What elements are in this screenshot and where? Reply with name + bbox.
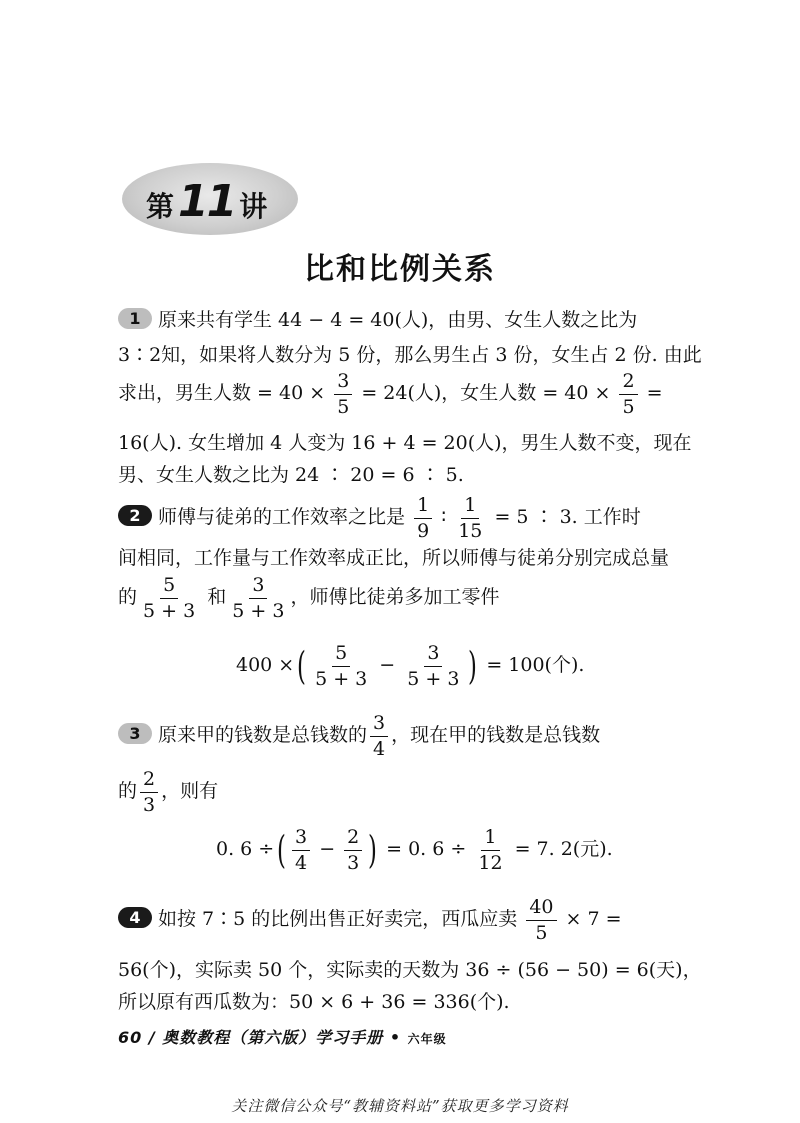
lecture-suffix: 讲 (239, 190, 268, 223)
fraction-denominator: 5 + 3 (407, 667, 460, 690)
eq-result: = 100(个). (486, 654, 585, 676)
problem1-fraction-1 (334, 371, 352, 418)
fraction-denominator: 3 (347, 851, 360, 874)
lecture-prefix: 第 (146, 190, 175, 223)
problem3-line1 (118, 712, 600, 759)
problem3-fraction-1 (370, 713, 388, 760)
problem1-line4: 16(人). 女生增加 4 人变为 16 + 4 = 20(人)，男生人数不变，现在 (118, 432, 692, 454)
problem2-colon: ∶ (441, 506, 447, 528)
problem2-fraction-2 (455, 495, 485, 542)
problem2-line3 (118, 574, 499, 621)
chapter-title: 比和比例关系 (304, 252, 496, 287)
problem4-line2: 56(个)，实际卖 50 个，实际卖的天数为 36 ÷ (56 − 50) = 6(天)， (118, 959, 702, 981)
fraction-numerator: 3 (334, 371, 352, 395)
problem3-text1a: 原来甲的钱数是总钱数的 (158, 724, 368, 746)
problem2-text3b: 和 (207, 586, 227, 608)
page-number: 60 (118, 1028, 143, 1047)
fraction-numerator: 5 (332, 643, 350, 667)
grade-label: 六年级 (407, 1032, 447, 1046)
eq-text: 400 × (236, 654, 295, 676)
fraction-denominator: 15 (458, 519, 483, 542)
problem1-text1: 原来共有学生 44 − 4 = 40(人)，由男、女生人数之比为 (158, 309, 638, 331)
fraction-numerator: 3 (370, 713, 388, 737)
problem1-line1 (118, 305, 637, 332)
fraction-denominator: 5 + 3 (232, 599, 285, 622)
eq-minus: − (379, 654, 396, 676)
fraction-numerator: 5 (160, 575, 178, 599)
fraction-denominator: 4 (373, 737, 386, 760)
problem2-fraction-3 (140, 575, 198, 622)
watermark-text: 关注微信公众号“教辅资料站”获取更多学习资料 (231, 1097, 569, 1115)
problem1-text3b: = 24(人)，女生人数 = 40 × (361, 382, 611, 404)
eq-minus: − (319, 838, 336, 860)
lecture-label (146, 176, 267, 226)
fraction-denominator: 5 + 3 (143, 599, 196, 622)
problem1-number-badge: 1 (118, 308, 152, 329)
problem3-number-badge: 3 (118, 723, 152, 744)
problem4-fraction-1 (526, 897, 556, 944)
problem3-line2 (118, 768, 218, 815)
fraction-numerator: 3 (249, 575, 267, 599)
problem1-text3a: 求出，男生人数 = 40 × (118, 382, 326, 404)
problem3-text2b: ，则有 (161, 780, 219, 802)
eq-middle: = 0. 6 ÷ (386, 838, 467, 860)
problem2-line2: 间相同，工作量与工作效率成正比，所以师傅与徒弟分别完成总量 (118, 547, 670, 569)
fraction-numerator: 1 (481, 827, 499, 851)
problem3-text1b: ，现在甲的钱数是总钱数 (391, 724, 601, 746)
open-paren: ( (297, 644, 307, 688)
lecture-number: 11 (178, 176, 236, 227)
problem1-line3 (118, 368, 663, 418)
problem4-line1 (118, 896, 622, 943)
fraction-numerator: 3 (424, 643, 442, 667)
eq-fraction-1 (292, 827, 310, 874)
problem4-number-badge: 4 (118, 907, 152, 928)
fraction-denominator: 5 (337, 395, 350, 418)
fraction-denominator: 5 (535, 921, 548, 944)
problem3-text2a: 的 (118, 780, 138, 802)
problem2-text3c: ，师傅比徒弟多加工零件 (290, 586, 500, 608)
fraction-denominator: 3 (143, 793, 156, 816)
fraction-denominator: 4 (295, 851, 308, 874)
fraction-denominator: 5 + 3 (315, 667, 368, 690)
eq-fraction-2 (344, 827, 362, 874)
fraction-denominator: 5 (622, 395, 635, 418)
problem2-text1a: 师傅与徒弟的工作效率之比是 (158, 506, 406, 528)
problem2-number-badge: 2 (118, 505, 152, 526)
fraction-numerator: 1 (461, 495, 479, 519)
eq-fraction-1 (312, 643, 370, 690)
eq-result: = 7. 2(元). (514, 838, 613, 860)
page-footer: 60 / 奥数教程（第六版）学习手册 • 六年级 (118, 1028, 447, 1047)
close-paren: ) (468, 644, 478, 688)
problem2-equation (236, 640, 584, 691)
close-paren: ) (368, 828, 378, 872)
footer-dot: • (389, 1028, 402, 1047)
fraction-numerator: 2 (140, 769, 158, 793)
book-title: 奥数教程（第六版）学习手册 (162, 1028, 384, 1047)
problem2-line1 (118, 494, 641, 541)
problem4-text1b: × 7 = (565, 908, 622, 930)
problem2-fraction-4 (229, 575, 287, 622)
problem3-equation (216, 824, 613, 875)
problem2-text3a: 的 (118, 586, 138, 608)
problem3-fraction-2 (140, 769, 158, 816)
fraction-denominator: 12 (478, 851, 503, 874)
problem4-text1a: 如按 7∶5 的比例出售正好卖完，西瓜应卖 (158, 908, 518, 930)
fraction-numerator: 40 (526, 897, 556, 921)
fraction-numerator: 3 (292, 827, 310, 851)
open-paren: ( (277, 828, 287, 872)
problem1-fraction-2 (619, 371, 637, 418)
problem4-line3: 所以原有西瓜数为：50 × 6 + 36 = 336(个). (118, 991, 510, 1013)
eq-fraction-2 (404, 643, 462, 690)
problem1-text3c: = (646, 382, 663, 404)
problem2-text1b: = 5 ∶ 3. 工作时 (494, 506, 641, 528)
problem1-line2: 3∶2知，如果将人数分为 5 份，那么男生占 3 份，女生占 2 份. 由此 (118, 344, 702, 366)
problem2-fraction-1 (414, 495, 432, 542)
fraction-numerator: 2 (344, 827, 362, 851)
eq-text: 0. 6 ÷ (216, 838, 275, 860)
fraction-denominator: 9 (417, 519, 430, 542)
eq-fraction-3 (475, 827, 505, 874)
problem1-line5: 男、女生人数之比为 24 ∶ 20 = 6 ∶ 5. (118, 464, 464, 486)
fraction-numerator: 2 (619, 371, 637, 395)
fraction-numerator: 1 (414, 495, 432, 519)
